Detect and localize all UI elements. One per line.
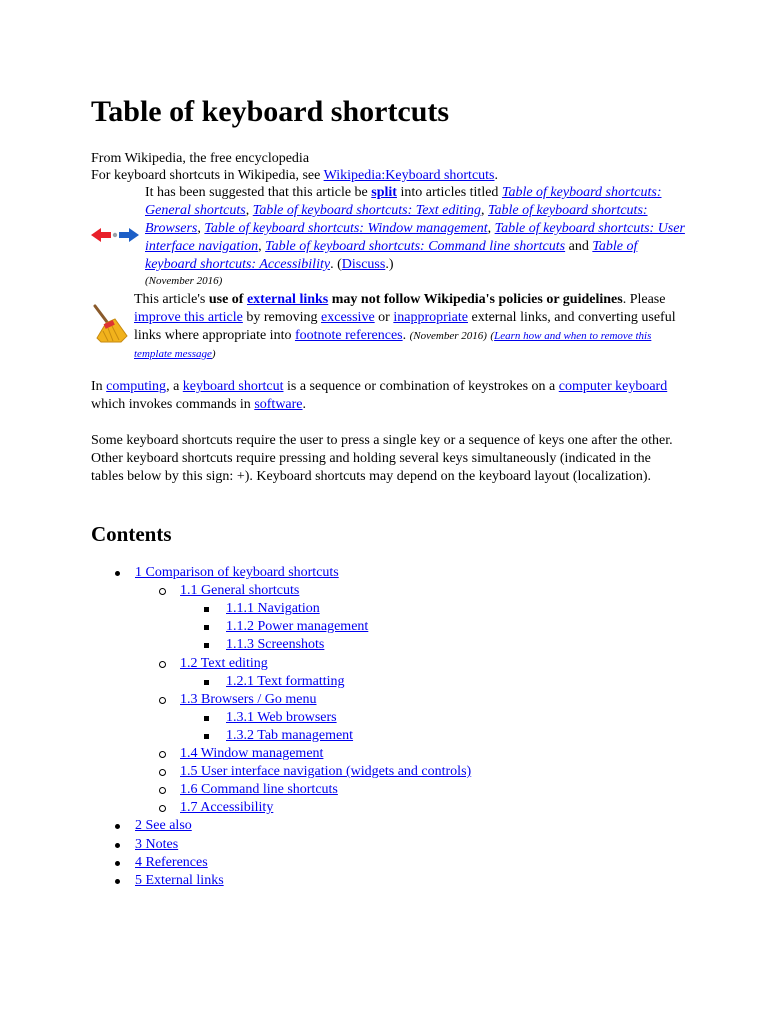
toc-link[interactable]: 2 See also <box>135 818 192 834</box>
toc-link[interactable]: 1.3.1 Web browsers <box>226 709 337 725</box>
toc-bullet <box>204 716 209 721</box>
split-target-accessibility[interactable]: Table of keyboard shortcuts: Accessibility <box>145 239 638 272</box>
toc-bullet <box>204 607 209 612</box>
toc-link[interactable]: 4 References <box>135 854 208 870</box>
hatnote-prefix: For keyboard shortcuts in Wikipedia, see <box>91 168 324 183</box>
footnote-references-link[interactable]: footnote references <box>294 328 403 343</box>
intro-text-2: , a <box>166 379 183 394</box>
broom-icon <box>91 304 129 344</box>
computing-link[interactable]: computing <box>106 379 167 394</box>
toc-link[interactable]: 1.1 General shortcuts <box>180 583 300 599</box>
keyboard-shortcut-link[interactable]: keyboard shortcut <box>182 379 284 394</box>
split-target-ui-navigation[interactable]: Table of keyboard shortcuts: User interface navigation <box>145 221 685 254</box>
split-notice-date: (November 2016) <box>145 275 223 287</box>
toc-bullet <box>115 824 120 829</box>
toc-link[interactable]: 1.5 User interface navigation (widgets and controls) <box>180 764 472 780</box>
toc-link[interactable]: 1.3.2 Tab management <box>226 727 354 743</box>
toc-bullet <box>204 625 209 630</box>
contents-heading: Contents <box>91 522 172 546</box>
toc-bullet <box>115 843 120 848</box>
toc-link[interactable]: 1.7 Accessibility <box>180 800 274 816</box>
inappropriate-link[interactable]: inappropriate <box>393 310 468 325</box>
toc-bullet <box>204 680 209 685</box>
toc-bullet <box>115 571 120 576</box>
toc-bullet <box>159 769 166 776</box>
intro-text-1: In <box>91 379 107 394</box>
split-target-window-management[interactable]: Table of keyboard shortcuts: Window management <box>204 221 488 236</box>
toc-link[interactable]: 3 Notes <box>135 836 179 852</box>
links-bold-1: use of <box>208 292 247 307</box>
toc-bullet <box>159 661 166 668</box>
links-text-4: or <box>374 310 394 325</box>
hatnote-link[interactable]: Wikipedia:Keyboard shortcuts <box>323 168 495 183</box>
split-text-1: It has been suggested that this article be <box>145 185 372 200</box>
page-title: Table of keyboard shortcuts <box>91 95 450 128</box>
links-text-5: external links, and converting useful links where appropriate into <box>134 310 676 343</box>
toc-link[interactable]: 1.1.1 Navigation <box>226 601 320 617</box>
hatnote-suffix: . <box>494 168 499 183</box>
toc-bullet <box>159 787 166 794</box>
split-target-command-line[interactable]: Table of keyboard shortcuts: Command line shortcuts <box>265 239 566 254</box>
toc-bullet <box>115 879 120 884</box>
split-arrows-icon <box>91 225 139 245</box>
split-target-browsers[interactable]: Table of keyboard shortcuts: Browsers <box>145 203 648 236</box>
links-text-3: by removing <box>242 310 322 325</box>
intro-text-3: is a sequence or combination of keystrokes on a <box>283 379 559 394</box>
improve-article-link[interactable]: improve this article <box>134 310 243 325</box>
links-text-2: . Please <box>622 292 666 307</box>
toc-bullet <box>159 751 166 758</box>
split-text-2: into articles titled <box>396 185 502 200</box>
split-target-general[interactable]: Table of keyboard shortcuts: General shortcuts <box>145 185 662 218</box>
links-text-6: . <box>402 328 410 343</box>
hatnote <box>91 167 498 185</box>
toc-link[interactable]: 1 Comparison of keyboard shortcuts <box>135 565 339 580</box>
toc-link[interactable]: 1.4 Window management <box>180 746 324 761</box>
toc-link[interactable]: 1.1.3 Screenshots <box>226 637 325 653</box>
toc-bullet <box>159 805 166 812</box>
from-wikipedia-tagline: From Wikipedia, the free encyclopedia <box>91 151 310 166</box>
links-notice-date: (November 2016) <box>409 330 487 342</box>
toc-bullet <box>204 643 209 648</box>
toc-link[interactable]: 1.6 Command line shortcuts <box>180 782 338 798</box>
split-and: and <box>565 239 593 254</box>
second-paragraph: Some keyboard shortcuts require the user to press a single key or a sequence of keys one after the other. Other keyboard shortcuts require pressing and holding several keys simultaneously (indicated in the tables below by this sign: +). Keyboard shortcuts may depend on the keyboard layout (localization). <box>91 433 673 484</box>
learn-remove-link[interactable]: Learn how and when to remove this template message <box>134 330 652 360</box>
split-target-text-editing[interactable]: Table of keyboard shortcuts: Text editing <box>252 203 481 218</box>
links-bold-2: may not follow Wikipedia's policies or guidelines <box>328 292 623 307</box>
external-links-link[interactable]: external links <box>246 292 329 307</box>
toc-bullet <box>159 588 166 595</box>
toc-bullet <box>159 697 166 704</box>
intro-text-4: which invokes commands in <box>91 397 255 412</box>
toc-bullet <box>115 861 120 866</box>
intro-paragraph <box>91 378 681 414</box>
toc-link[interactable]: 5 External links <box>135 872 224 888</box>
intro-text-5: . <box>302 397 307 412</box>
links-text-1: This article's <box>134 292 209 307</box>
toc-bullet <box>204 734 209 739</box>
toc-link[interactable]: 1.3 Browsers / Go menu <box>180 691 317 707</box>
split-link[interactable]: split <box>371 185 397 200</box>
software-link[interactable]: software <box>254 397 303 412</box>
computer-keyboard-link[interactable]: computer keyboard <box>558 379 668 394</box>
toc-link[interactable]: 1.1.2 Power management <box>226 619 369 635</box>
discuss-link[interactable]: Discuss <box>341 257 386 272</box>
toc-link[interactable]: 1.2.1 Text formatting <box>226 673 345 689</box>
toc-link[interactable]: 1.2 Text editing <box>180 655 268 671</box>
excessive-link[interactable]: excessive <box>321 310 375 325</box>
